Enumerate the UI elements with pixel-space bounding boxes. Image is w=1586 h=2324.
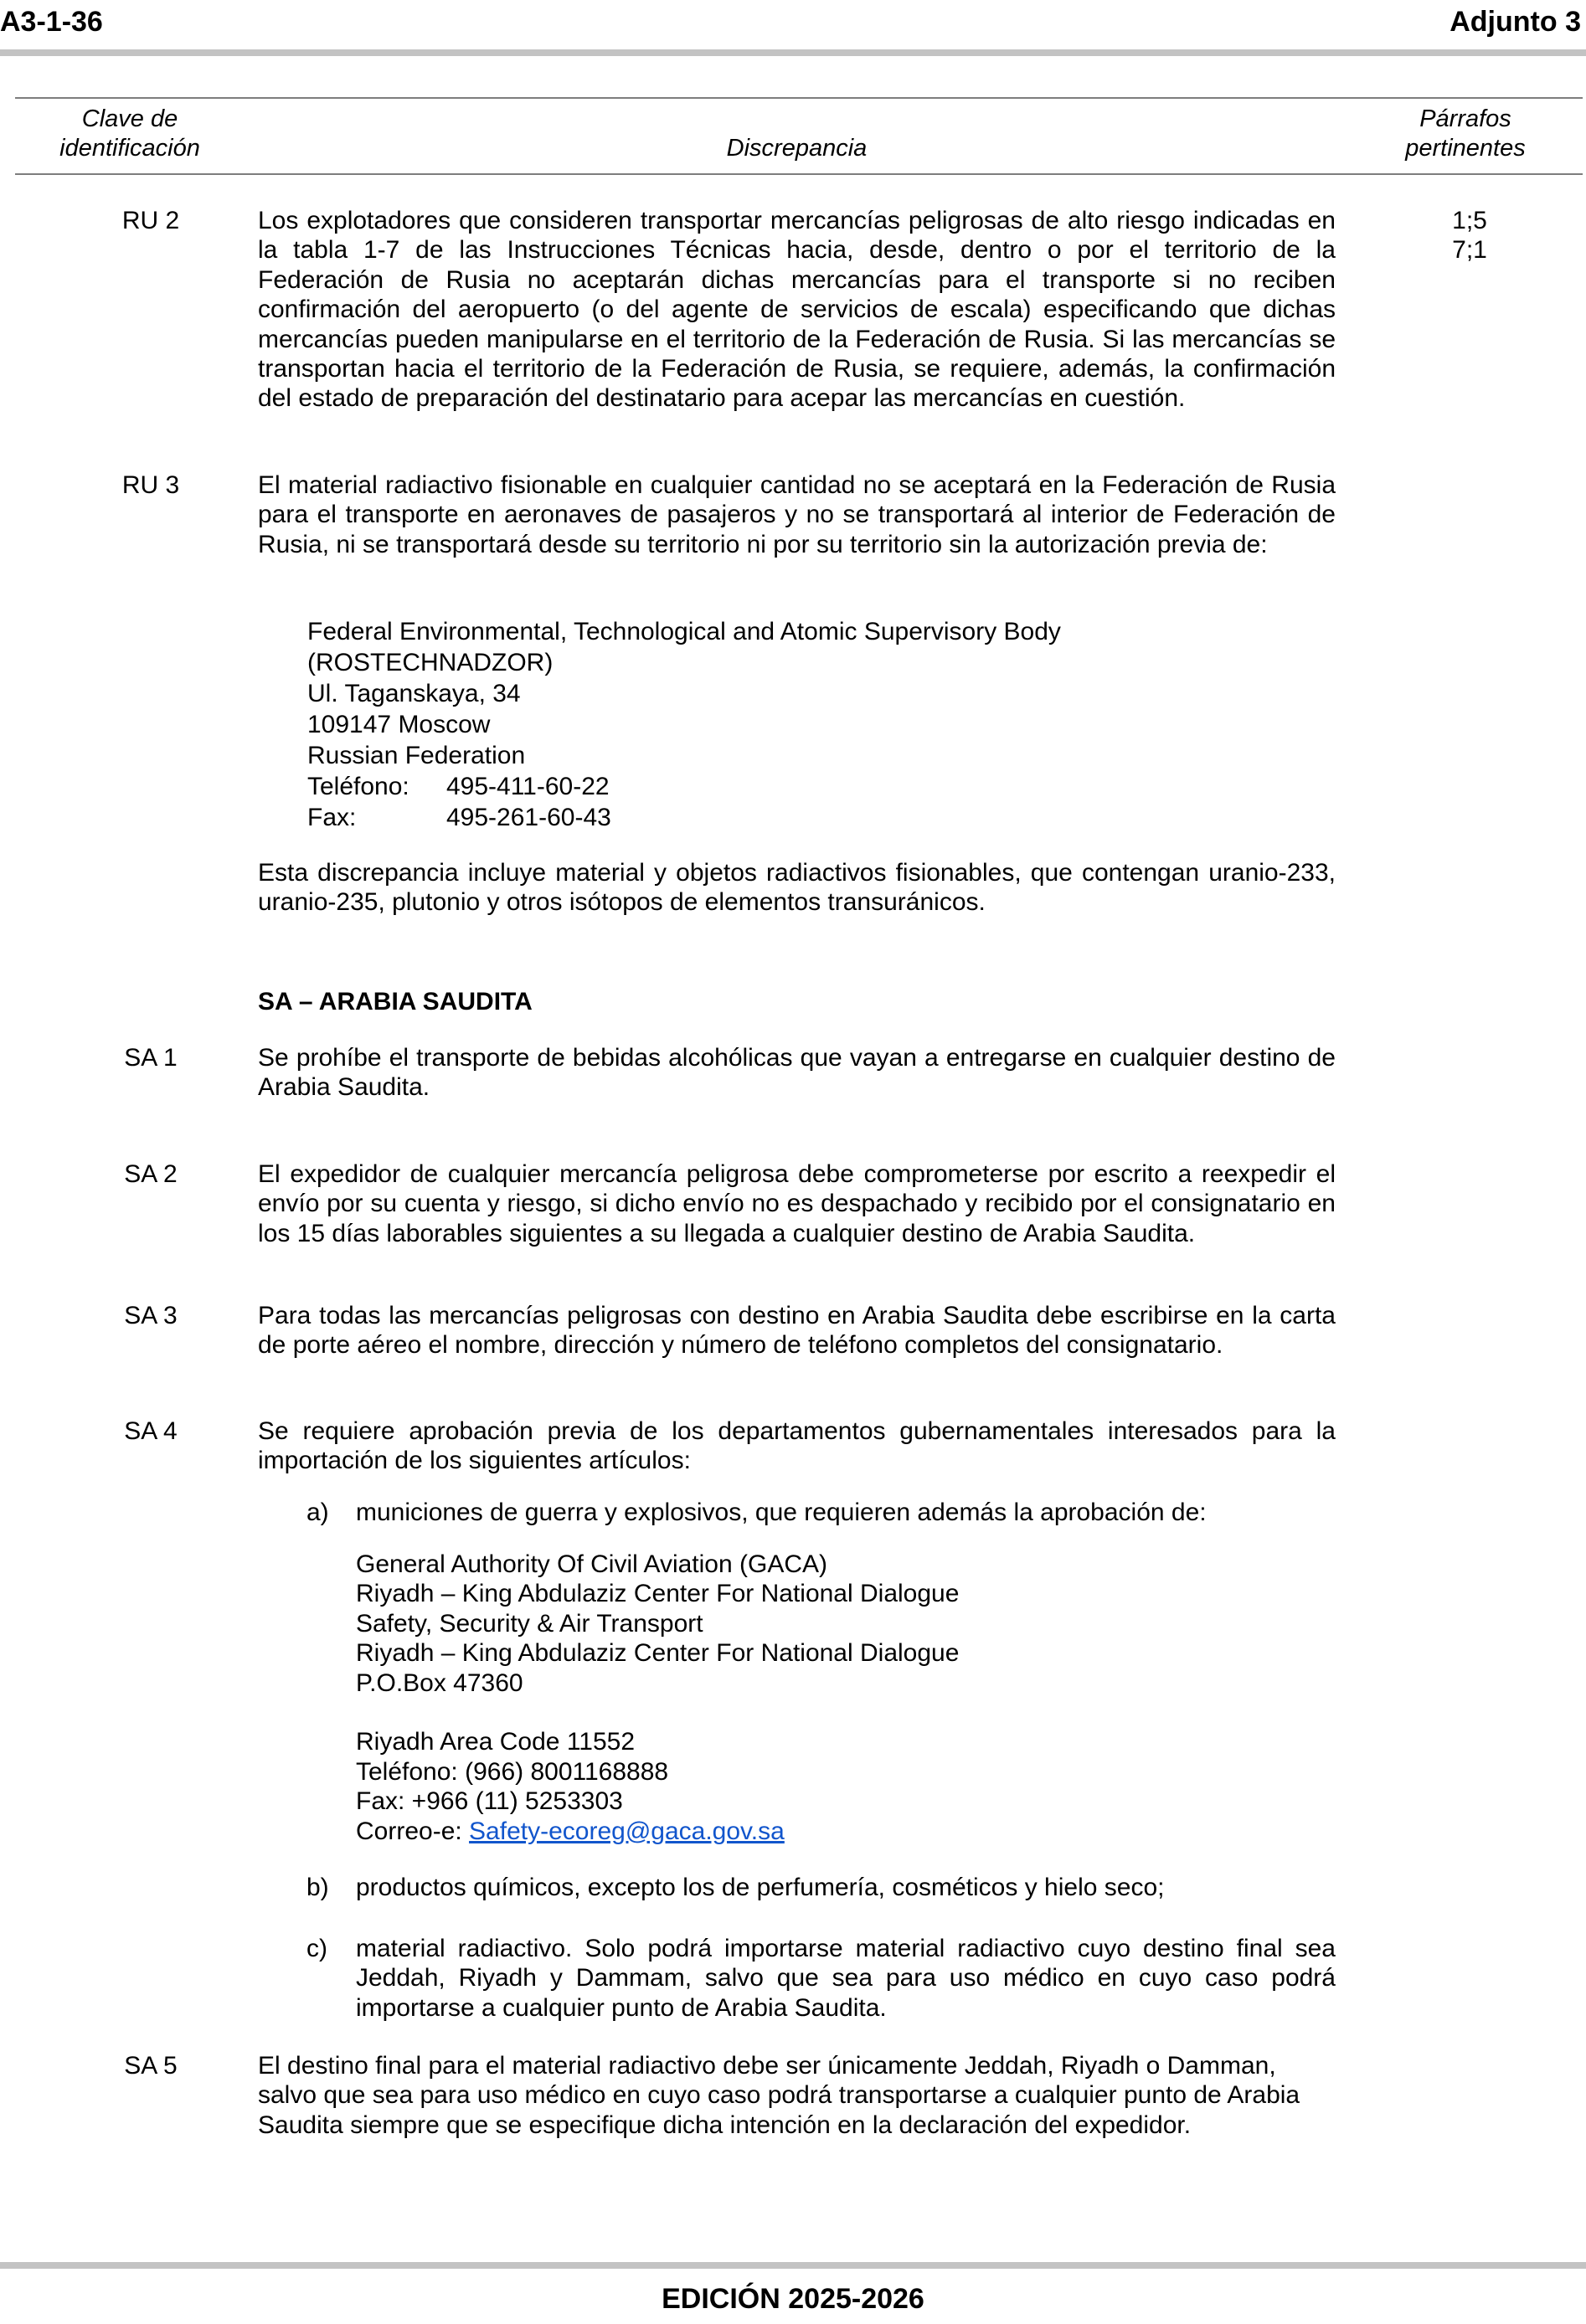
address-line: P.O.Box 47360 [356,1668,523,1697]
list-item-letter: a) [306,1499,329,1526]
discrepancy-code-ru2: RU 2 [121,207,180,234]
address-line: Ul. Taganskaya, 34 [307,680,521,707]
section-heading-saudi-arabia: SA – ARABIA SAUDITA [258,988,533,1015]
address-line: (ROSTECHNADZOR) [307,649,554,676]
paragraph-ref: 7;1 [1452,236,1487,265]
address-line: General Authority Of Civil Aviation (GACA) [356,1550,827,1578]
discrepancy-text-sa5: El destino final para el material radiactivo debe ser únicamente Jeddah, Riyadh o Damman, salvo que sea para uso médico en cuyo caso podrá transportarse a cualquier punto de Arabia Saudita siempre que se especifique dicha intención en la declaración del expedidor. [258,2052,1300,2139]
table-header-rule [15,173,1583,175]
attachment-label: Adjunto 3 [1450,6,1581,38]
discrepancy-code-ru3: RU 3 [121,471,180,499]
discrepancy-code-sa3: SA 3 [124,1302,178,1329]
list-item-text-b: productos químicos, excepto los de perfumería, cosméticos y hielo seco; [356,1874,1165,1901]
address-spacer [356,1698,1336,1727]
discrepancy-text-ru2: Los explotadores que consideren transportar mercancías peligrosas de alto riesgo indicadas en la tabla 1-7 de las Instrucciones Técnicas hacia, desde, dentro o por el territorio de la Federación de Rusia no aceptarán dichas mercancías para el transporte si no reciben confirmación del aeropuerto (o del agente de servicios de escala) especificando que dichas mercancías pueden manipularse en el territorio de la Federación de Rusia. Si las mercancías se transportan hacia el territorio de la Federación de Rusia, se requiere, además, la confirmación del estado de preparación del destinatario para acepar las mercancías en cuestión. [258,207,1336,413]
fax-label: Fax: [307,804,357,831]
address-line: Federal Environmental, Technological and Atomic Supervisory Body [307,618,1061,645]
list-item-letter: c) [306,1935,327,1962]
address-line: Riyadh – King Abdulaziz Center For National Dialogue [356,1580,960,1608]
discrepancy-code-sa4: SA 4 [124,1417,178,1445]
discrepancy-text-ru3: El material radiactivo fisionable en cualquier cantidad no se aceptará en la Federación de Rusia para el transporte en aeronaves de pasajeros y no se transportará al interior de Federación de Rusia, ni se transportará desde su territorio ni por su territorio sin la autorización previa de: [258,471,1336,558]
list-item-letter: b) [306,1874,329,1901]
column-header-id [25,105,234,163]
column-header-paragraphs-line1: Párrafos [1419,105,1511,132]
address-line: 109147 Moscow [307,711,491,738]
address-rostechnadzor [307,616,1312,833]
column-header-id-line1: Clave de [81,105,178,132]
discrepancy-text-sa2: El expedidor de cualquier mercancía peligrosa debe comprometerse por escrito a reexpedir el envío por su cuenta y riesgo, si dicho envío no es despachado y recibido por el consignatario en los 15 días laborables siguientes a su llegada a cualquier destino de Arabia Saudita. [258,1160,1336,1247]
discrepancy-code-sa1: SA 1 [124,1044,178,1072]
address-gaca [356,1550,1336,1846]
discrepancy-text-sa4: Se requiere aprobación previa de los departamentos gubernamentales interesados para la importación de los siguientes artículos: [258,1417,1336,1475]
discrepancy-code-sa5: SA 5 [124,2052,178,2080]
discrepancy-text-sa1: Se prohíbe el transporte de bebidas alcohólicas que vayan a entregarse en cualquier destino de Arabia Saudita. [258,1044,1336,1102]
fax-line [307,802,1312,833]
column-header-paragraphs [1357,105,1574,163]
list-item-text-a: municiones de guerra y explosivos, que requieren además la aprobación de: [356,1499,1207,1526]
footer-rule [0,2262,1586,2269]
phone-value: 495-411-60-22 [446,773,610,800]
phone-label: Teléfono: [307,773,409,800]
address-line: Russian Federation [307,742,526,769]
email-link[interactable]: Safety-ecoreg@gaca.gov.sa [469,1817,785,1845]
column-header-id-line2: identificación [59,135,200,162]
table-top-rule [15,97,1583,99]
address-line: Riyadh Area Code 11552 [356,1728,636,1756]
email-label: Correo-e: [356,1817,470,1845]
edition-footer: EDICIÓN 2025-2026 [662,2283,924,2315]
column-header-discrepancy: Discrepancia [726,135,868,162]
discrepancy-note-ru3: Esta discrepancia incluye material y objetos radiactivos fisionables, que contengan uranio-233, uranio-235, plutonio y otros isótopos de elementos transuránicos. [258,859,1336,917]
discrepancy-text-sa3: Para todas las mercancías peligrosas con destino en Arabia Saudita debe escribirse en la carta de porte aéreo el nombre, dirección y número de teléfono completos del consignatario. [258,1302,1336,1360]
phone-line [307,771,1312,802]
paragraph-refs-ru2 [1407,206,1532,265]
page-number: A3-1-36 [0,6,103,38]
address-line: Fax: +966 (11) 5253303 [356,1787,623,1816]
header-rule [0,49,1586,56]
address-line: Teléfono: (966) 8001168888 [356,1757,669,1786]
list-item-text-c: material radiactivo. Solo podrá importarse material radiactivo cuyo destino final sea Jeddah, Riyadh y Dammam, salvo que sea para uso médico en cuyo caso podrá importarse a cualquier punto de Arabia Saudita. [356,1935,1336,2022]
email-line [356,1817,1336,1846]
column-header-paragraphs-line2: pertinentes [1405,135,1526,162]
discrepancy-code-sa2: SA 2 [124,1160,178,1188]
fax-value: 495-261-60-43 [446,804,611,831]
paragraph-ref: 1;5 [1452,207,1487,234]
address-line: Riyadh – King Abdulaziz Center For National Dialogue [356,1639,960,1668]
address-line: Safety, Security & Air Transport [356,1609,703,1638]
